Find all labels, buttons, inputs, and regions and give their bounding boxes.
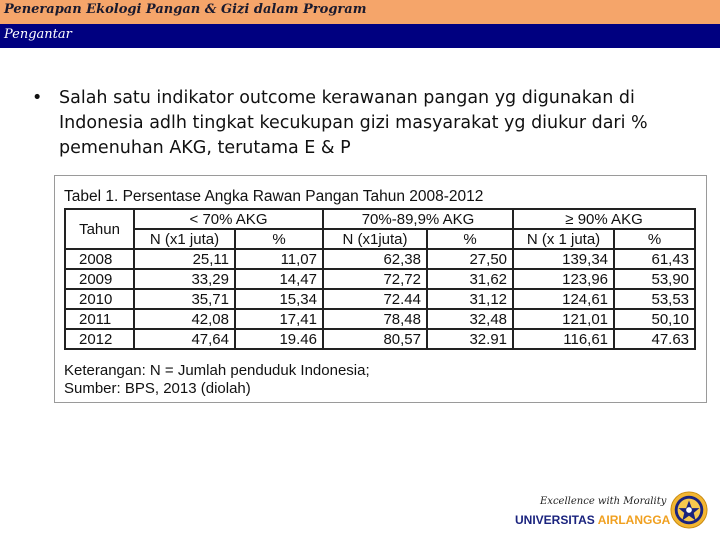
group-header: 70%-89,9% AKG bbox=[323, 209, 513, 229]
bullet-icon: • bbox=[32, 88, 43, 108]
table-cell: 15,34 bbox=[235, 289, 323, 309]
table-row bbox=[65, 329, 695, 349]
header-subtitle: Pengantar bbox=[4, 27, 72, 42]
table-cell: 31,62 bbox=[427, 269, 513, 289]
university-logo-icon bbox=[670, 491, 708, 529]
data-table bbox=[64, 208, 696, 350]
table-row bbox=[65, 269, 695, 289]
table-cell: 78,48 bbox=[323, 309, 427, 329]
subheader-cell: N (x1 juta) bbox=[134, 229, 235, 249]
table-cell: 11,07 bbox=[235, 249, 323, 269]
table-cell: 35,71 bbox=[134, 289, 235, 309]
table-row bbox=[65, 249, 695, 269]
table-cell: 32,48 bbox=[427, 309, 513, 329]
table-row bbox=[65, 309, 695, 329]
table-cell: 53,90 bbox=[614, 269, 695, 289]
table-cell: 139,34 bbox=[513, 249, 614, 269]
table-cell: 14,47 bbox=[235, 269, 323, 289]
header-title: Penerapan Ekologi Pangan & Gizi dalam Program bbox=[4, 2, 367, 17]
table-source: Sumber: BPS, 2013 (diolah) bbox=[64, 380, 251, 397]
table-cell: 72,72 bbox=[323, 269, 427, 289]
table-subheader-row bbox=[65, 229, 695, 249]
table-cell: 47.63 bbox=[614, 329, 695, 349]
table-body bbox=[65, 249, 695, 349]
footer-tagline: Excellence with Morality bbox=[540, 496, 667, 507]
university-name-part2: AIRLANGGA bbox=[597, 513, 671, 527]
group-header: < 70% AKG bbox=[134, 209, 323, 229]
table-cell: 53,53 bbox=[614, 289, 695, 309]
table-cell: 33,29 bbox=[134, 269, 235, 289]
table-header-row bbox=[65, 209, 695, 229]
university-name-part1: UNIVERSITAS bbox=[515, 513, 595, 527]
footer-university bbox=[515, 513, 670, 527]
table-cell: 50,10 bbox=[614, 309, 695, 329]
table-cell: 17,41 bbox=[235, 309, 323, 329]
table-notes bbox=[64, 362, 370, 398]
table-cell: 61,43 bbox=[614, 249, 695, 269]
table-cell: 47,64 bbox=[134, 329, 235, 349]
bullet-text: Salah satu indikator outcome kerawanan pangan yg digunakan di Indonesia adlh tingkat kecukupan gizi masyarakat yg diukur dari % pemenuhan AKG, terutama E & P bbox=[59, 88, 648, 158]
group-header: ≥ 90% AKG bbox=[513, 209, 695, 229]
year-cell: 2011 bbox=[65, 309, 134, 329]
table-cell: 62,38 bbox=[323, 249, 427, 269]
year-cell: 2009 bbox=[65, 269, 134, 289]
year-cell: 2010 bbox=[65, 289, 134, 309]
table-cell: 124,61 bbox=[513, 289, 614, 309]
table-cell: 123,96 bbox=[513, 269, 614, 289]
year-header: Tahun bbox=[65, 209, 134, 249]
table-title: Tabel 1. Persentase Angka Rawan Pangan Tahun 2008-2012 bbox=[64, 188, 484, 205]
subheader-cell: % bbox=[235, 229, 323, 249]
table-cell: 32.91 bbox=[427, 329, 513, 349]
table-cell: 121,01 bbox=[513, 309, 614, 329]
subheader-cell: N (x1juta) bbox=[323, 229, 427, 249]
table-cell: 19.46 bbox=[235, 329, 323, 349]
bullet-point bbox=[32, 86, 692, 161]
table-figure bbox=[54, 175, 707, 403]
subheader-cell: N (x 1 juta) bbox=[513, 229, 614, 249]
subheader-cell: % bbox=[427, 229, 513, 249]
table-cell: 72.44 bbox=[323, 289, 427, 309]
table-cell: 25,11 bbox=[134, 249, 235, 269]
header-subtitle-bar bbox=[0, 24, 720, 48]
table-cell: 42,08 bbox=[134, 309, 235, 329]
table-cell: 31,12 bbox=[427, 289, 513, 309]
table-cell: 27,50 bbox=[427, 249, 513, 269]
table-cell: 116,61 bbox=[513, 329, 614, 349]
header-title-bar bbox=[0, 0, 720, 24]
table-cell: 80,57 bbox=[323, 329, 427, 349]
year-cell: 2008 bbox=[65, 249, 134, 269]
year-cell: 2012 bbox=[65, 329, 134, 349]
table-row bbox=[65, 289, 695, 309]
table-note: Keterangan: N = Jumlah penduduk Indonesia; bbox=[64, 362, 370, 379]
subheader-cell: % bbox=[614, 229, 695, 249]
